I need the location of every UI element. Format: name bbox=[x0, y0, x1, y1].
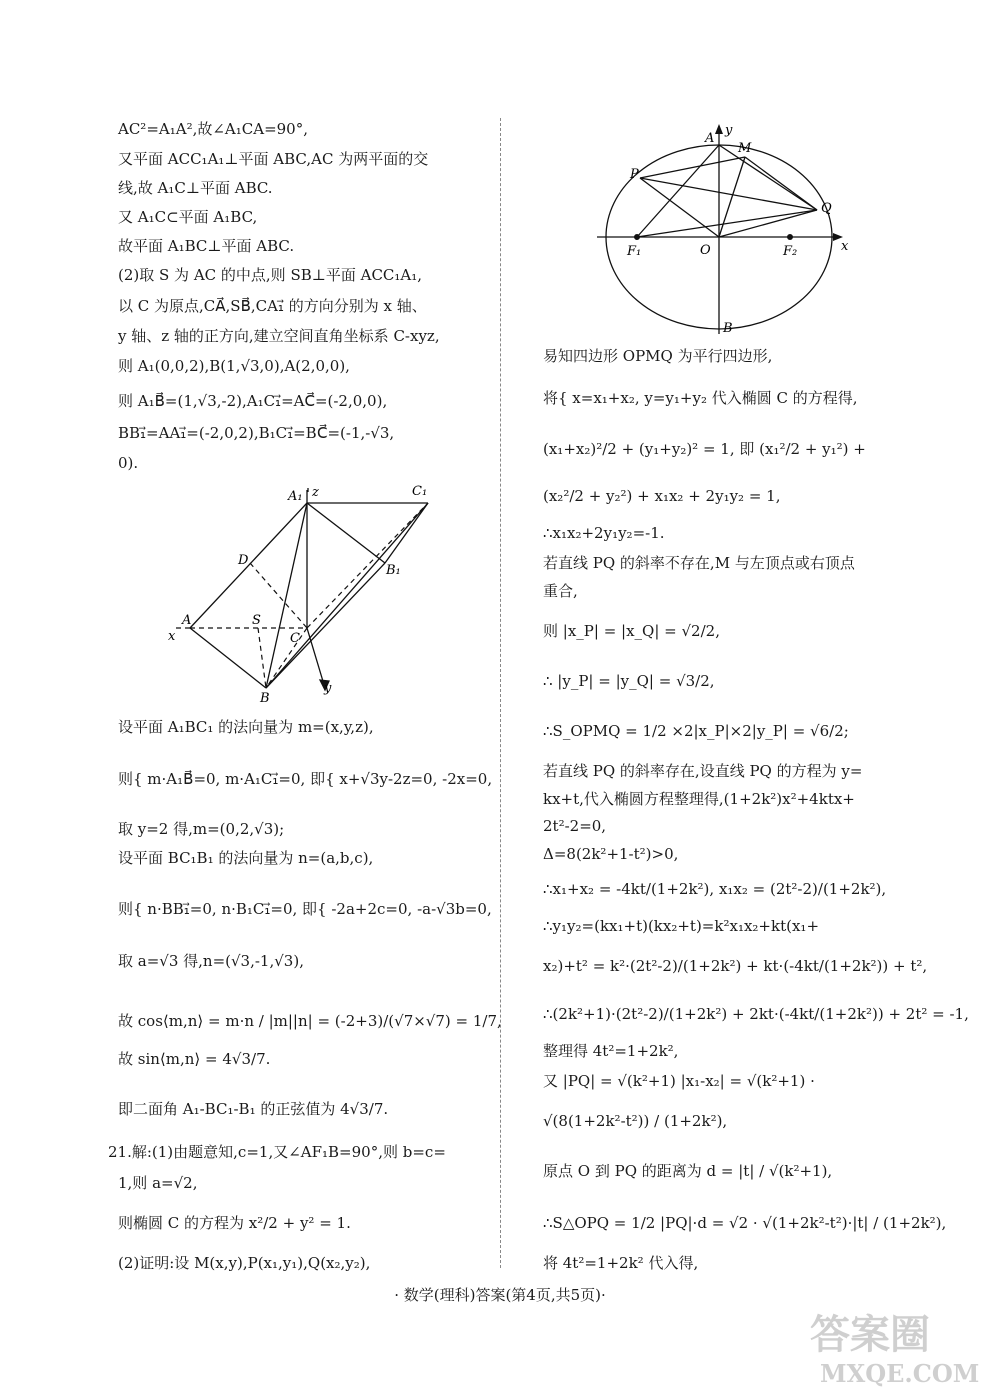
left-line: 以 C 为原点,CA⃗,SB⃗,CA₁⃗ 的方向分别为 x 轴、 bbox=[118, 297, 427, 315]
label-x: x bbox=[841, 239, 849, 254]
right-line: kx+t,代入椭圆方程整理得,(1+2k²)x²+4ktx+ bbox=[543, 790, 855, 808]
right-line: ∴ |y_P| = |y_Q| = √3/2, bbox=[543, 672, 715, 690]
right-line: 若直线 PQ 的斜率存在,设直线 PQ 的方程为 y= bbox=[543, 762, 863, 780]
label-y: y bbox=[725, 123, 733, 138]
right-line: 原点 O 到 PQ 的距离为 d = |t| / √(k²+1), bbox=[543, 1162, 833, 1180]
label-S: S bbox=[252, 613, 261, 628]
label-F2: F₂ bbox=[783, 244, 798, 259]
left-line: 设平面 A₁BC₁ 的法向量为 m=(x,y,z), bbox=[118, 718, 374, 736]
label-M: M bbox=[738, 141, 752, 156]
label-O: O bbox=[700, 243, 711, 258]
label-x: x bbox=[168, 629, 176, 644]
right-line: (x₁+x₂)²/2 + (y₁+y₂)² = 1, 即 (x₁²/2 + y₁²) + bbox=[543, 440, 866, 458]
left-line: 则 A₁B⃗=(1,√3,-2),A₁C₁⃗=AC⃗=(-2,0,0), bbox=[118, 392, 388, 410]
right-line: 2t²-2=0, bbox=[543, 817, 607, 835]
label-B: B bbox=[260, 691, 270, 703]
right-line: 将{ x=x₁+x₂, y=y₁+y₂ 代入椭圆 C 的方程得, bbox=[543, 389, 858, 407]
label-A: A bbox=[182, 613, 192, 628]
prism-figure bbox=[160, 478, 450, 703]
left-line: y 轴、z 轴的正方向,建立空间直角坐标系 C-xyz, bbox=[118, 327, 440, 345]
left-line: AC²=A₁A²,故∠A₁CA=90°, bbox=[118, 120, 308, 138]
left-line: (2)取 S 为 AC 的中点,则 SB⊥平面 ACC₁A₁, bbox=[118, 266, 423, 284]
right-line: ∴x₁+x₂ = -4kt/(1+2k²), x₁x₂ = (2t²-2)/(1+2k²), bbox=[543, 880, 887, 898]
right-line: x₂)+t² = k²·(2t²-2)/(1+2k²) + kt·(-4kt/(1+2k²)) + t², bbox=[543, 957, 928, 975]
left-line: 即二面角 A₁-BC₁-B₁ 的正弦值为 4√3/7. bbox=[118, 1100, 389, 1118]
left-line: 又 A₁C⊂平面 A₁BC, bbox=[118, 208, 258, 226]
right-line: 将 4t²=1+2k² 代入得, bbox=[543, 1254, 699, 1272]
label-D: D bbox=[238, 553, 249, 568]
left-line: 则 A₁(0,0,2),B(1,√3,0),A(2,0,0), bbox=[118, 357, 350, 375]
left-line: 取 y=2 得,m=(0,2,√3); bbox=[118, 820, 285, 838]
right-line: ∴x₁x₂+2y₁y₂=-1. bbox=[543, 524, 665, 542]
label-C: C bbox=[290, 631, 300, 646]
label-A: A bbox=[705, 131, 715, 146]
left-line: 则椭圆 C 的方程为 x²/2 + y² = 1. bbox=[118, 1214, 351, 1232]
ellipse-figure bbox=[595, 122, 855, 337]
label-B1: B₁ bbox=[386, 563, 401, 578]
left-line: 1,则 a=√2, bbox=[118, 1174, 198, 1192]
watermark-text: 答案圈 bbox=[810, 1311, 930, 1358]
right-line: ∴y₁y₂=(kx₁+t)(kx₂+t)=k²x₁x₂+kt(x₁+ bbox=[543, 917, 820, 935]
label-C1: C₁ bbox=[412, 484, 428, 499]
watermark-logo bbox=[800, 1300, 990, 1390]
right-line: Δ=8(2k²+1-t²)>0, bbox=[543, 845, 679, 863]
left-line: 则{ n·BB₁⃗=0, n·B₁C₁⃗=0, 即{ -2a+2c=0, -a-√3b=0, bbox=[118, 900, 492, 918]
left-line: 故平面 A₁BC⊥平面 ABC. bbox=[118, 237, 295, 255]
left-line: (2)证明:设 M(x,y),P(x₁,y₁),Q(x₂,y₂), bbox=[118, 1254, 371, 1272]
right-line: ∴S△OPQ = 1/2 |PQ|·d = √2 · √(1+2k²-t²)·|t| / (1+2k²), bbox=[543, 1214, 947, 1232]
left-line: 故 sin⟨m,n⟩ = 4√3/7. bbox=[118, 1050, 271, 1068]
right-line: 又 |PQ| = √(k²+1) |x₁-x₂| = √(k²+1) · bbox=[543, 1072, 815, 1090]
left-line: 则{ m·A₁B⃗=0, m·A₁C₁⃗=0, 即{ x+√3y-2z=0, -2x=0, bbox=[118, 770, 493, 788]
label-Q: Q bbox=[821, 201, 832, 216]
right-line: 重合, bbox=[543, 582, 578, 600]
right-line: 则 |x_P| = |x_Q| = √2/2, bbox=[543, 622, 720, 640]
right-line: ∴S_OPMQ = 1/2 ×2|x_P|×2|y_P| = √6/2; bbox=[543, 722, 849, 740]
left-line: 故 cos⟨m,n⟩ = m·n / |m||n| = (-2+3)/(√7×√7) = 1/7, bbox=[118, 1012, 502, 1030]
right-line: ∴(2k²+1)·(2t²-2)/(1+2k²) + 2kt·(-4kt/(1+2k²)) + 2t² = -1, bbox=[543, 1005, 969, 1023]
right-line: √(8(1+2k²-t²)) / (1+2k²), bbox=[543, 1112, 728, 1130]
label-F1: F₁ bbox=[627, 244, 642, 259]
page-footer: · 数学(理科)答案(第4页,共5页)· bbox=[394, 1286, 606, 1304]
label-B: B bbox=[723, 321, 733, 336]
label-P: P bbox=[630, 167, 639, 182]
right-line: 若直线 PQ 的斜率不存在,M 与左顶点或右顶点 bbox=[543, 554, 855, 572]
left-line: 取 a=√3 得,n=(√3,-1,√3), bbox=[118, 952, 304, 970]
left-line: 线,故 A₁C⊥平面 ABC. bbox=[118, 179, 273, 197]
left-line: 设平面 BC₁B₁ 的法向量为 n=(a,b,c), bbox=[118, 849, 374, 867]
right-line: 易知四边形 OPMQ 为平行四边形, bbox=[543, 347, 773, 365]
right-line: (x₂²/2 + y₂²) + x₁x₂ + 2y₁y₂ = 1, bbox=[543, 487, 781, 505]
left-line: 21.解:(1)由题意知,c=1,又∠AF₁B=90°,则 b=c= bbox=[108, 1143, 446, 1161]
label-z: z bbox=[312, 485, 319, 500]
left-line: 又平面 ACC₁A₁⊥平面 ABC,AC 为两平面的交 bbox=[118, 150, 429, 168]
label-A1: A₁ bbox=[288, 489, 303, 504]
label-y: y bbox=[324, 681, 332, 696]
left-line: 0). bbox=[118, 454, 139, 472]
column-divider bbox=[500, 118, 501, 1268]
watermark-url: MXQE.COM bbox=[820, 1359, 980, 1388]
left-line: BB₁⃗=AA₁⃗=(-2,0,2),B₁C₁⃗=BC⃗=(-1,-√3, bbox=[118, 424, 395, 442]
right-line: 整理得 4t²=1+2k², bbox=[543, 1042, 679, 1060]
